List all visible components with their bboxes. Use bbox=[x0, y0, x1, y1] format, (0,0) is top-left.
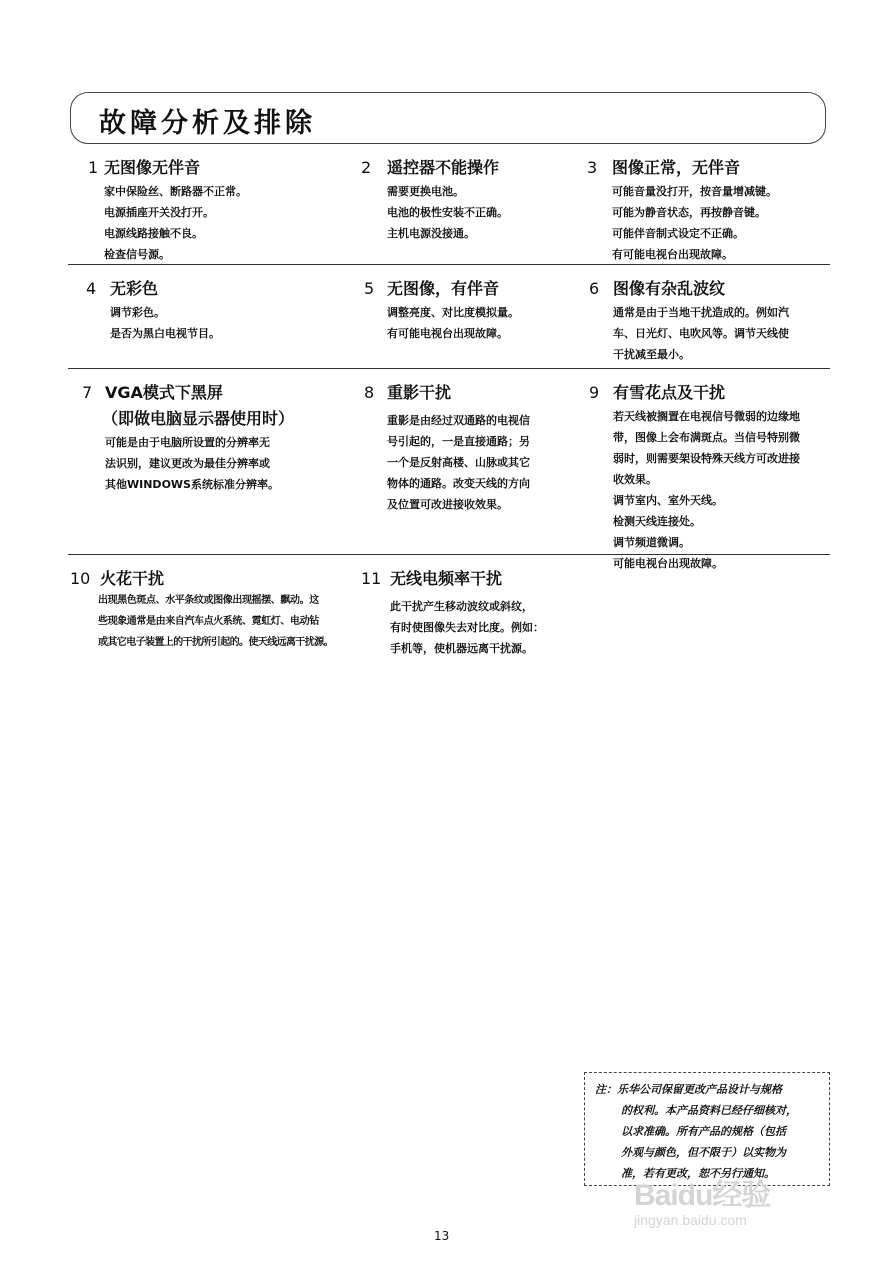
section-picture-ok-no-sound bbox=[587, 155, 777, 265]
section-number: 3 bbox=[587, 158, 598, 177]
title-box bbox=[70, 92, 826, 144]
section-no-picture-no-sound bbox=[88, 155, 247, 265]
watermark-logo: Baidu经验 bbox=[634, 1179, 771, 1212]
divider bbox=[68, 554, 830, 555]
section-line: 需要更换电池。 bbox=[387, 185, 464, 198]
section-snow-interference bbox=[589, 380, 800, 574]
section-title: 无图像，有伴音 bbox=[387, 279, 500, 298]
page-number: 13 bbox=[434, 1229, 450, 1243]
section-no-color bbox=[86, 276, 220, 344]
section-line: 调整亮度、对比度模拟量。 bbox=[387, 306, 519, 319]
watermark-url: jingyan.baidu.com bbox=[634, 1212, 747, 1228]
section-title: 遥控器不能操作 bbox=[387, 158, 500, 177]
section-number: 7 bbox=[82, 383, 93, 402]
section-line: 有时使图像失去对比度。例如： bbox=[390, 621, 544, 634]
section-line: 检测天线连接处。 bbox=[613, 515, 701, 528]
divider bbox=[68, 264, 830, 265]
section-vga-black-screen bbox=[82, 380, 294, 495]
section-line: 调节室内、室外天线。 bbox=[613, 494, 723, 507]
section-line: 干扰减至最小。 bbox=[613, 348, 690, 361]
section-title: VGA模式下黑屏 bbox=[105, 383, 223, 402]
section-title: 无彩色 bbox=[110, 279, 159, 298]
section-line: 可能伴音制式设定不正确。 bbox=[612, 227, 744, 240]
section-line: 法识别，建议更改为最佳分辨率或 bbox=[105, 457, 270, 470]
section-line: 检查信号源。 bbox=[104, 248, 170, 261]
section-title: 图像正常，无伴音 bbox=[612, 158, 741, 177]
section-line: 手机等，使机器远离干扰源。 bbox=[390, 642, 533, 655]
section-line: 若天线被搁置在电视信号微弱的边缘地 bbox=[613, 410, 800, 423]
section-line: 可能电视台出现故障。 bbox=[613, 557, 723, 570]
section-line: 家中保险丝、断路器不正常。 bbox=[104, 185, 247, 198]
note-line: 的权利。本产品资料已经仔细核对， bbox=[621, 1104, 797, 1117]
section-line: 其他WINDOWS系统标准分辨率。 bbox=[105, 478, 279, 491]
section-number: 8 bbox=[364, 383, 375, 402]
section-line: 可能为静音状态，再按静音键。 bbox=[612, 206, 766, 219]
section-line: 主机电源没接通。 bbox=[387, 227, 475, 240]
section-radio-frequency-interference bbox=[361, 566, 544, 659]
section-number: 10 bbox=[70, 569, 91, 588]
section-line: 些现象通常是由来自汽车点火系统、霓虹灯、电动钻 bbox=[98, 616, 319, 627]
section-line: 及位置可改进接收效果。 bbox=[387, 498, 508, 511]
section-number: 5 bbox=[364, 279, 375, 298]
section-line: 电源插座开关没打开。 bbox=[104, 206, 214, 219]
section-line: 调节彩色。 bbox=[110, 306, 165, 319]
section-line: 号引起的，一是直接通路；另 bbox=[387, 435, 530, 448]
section-number: 9 bbox=[589, 383, 600, 402]
section-title: 无线电频率干扰 bbox=[390, 569, 503, 588]
section-line: 车、日光灯、电吹风等。调节天线使 bbox=[613, 327, 789, 340]
note-line: 以求准确。所有产品的规格（包括 bbox=[621, 1125, 786, 1138]
section-line: 电池的极性安装不正确。 bbox=[387, 206, 508, 219]
section-line: 重影是由经过双通路的电视信 bbox=[387, 414, 530, 427]
section-line: 可能是由于电脑所设置的分辨率无 bbox=[105, 436, 270, 449]
section-line: 有可能电视台出现故障。 bbox=[387, 327, 508, 340]
section-number: 1 bbox=[88, 158, 99, 177]
section-line: 电源线路接触不良。 bbox=[104, 227, 203, 240]
section-line: 通常是由于当地干扰造成的。例如汽 bbox=[613, 306, 789, 319]
section-number: 6 bbox=[589, 279, 600, 298]
section-title: 无图像无伴音 bbox=[104, 158, 201, 177]
section-line: 物体的通路。改变天线的方向 bbox=[387, 477, 530, 490]
page-title: 故障分析及排除 bbox=[99, 108, 316, 139]
divider bbox=[68, 368, 830, 369]
note-line: 准，若有更改，恕不另行通知。 bbox=[621, 1167, 775, 1180]
section-no-picture-has-sound bbox=[364, 276, 519, 344]
section-line: 出现黑色斑点、水平条纹或图像出现摇摆、飘动。这 bbox=[98, 595, 319, 606]
section-line: 带，图像上会布满斑点。当信号特别微 bbox=[613, 431, 800, 444]
section-number: 2 bbox=[361, 158, 372, 177]
section-line: 调节频道微调。 bbox=[613, 536, 690, 549]
section-line: 有可能电视台出现故障。 bbox=[612, 248, 733, 261]
section-line: 此干扰产生移动波纹或斜纹， bbox=[390, 600, 533, 613]
section-line: 弱时，则需要架设特殊天线方可改进接 bbox=[613, 452, 800, 465]
section-remote-not-working bbox=[361, 155, 508, 244]
section-title: 有雪花点及干扰 bbox=[613, 383, 726, 402]
note-line: 注：乐华公司保留更改产品设计与规格 bbox=[595, 1083, 782, 1096]
section-noise-ripples bbox=[589, 276, 789, 365]
section-ghosting bbox=[364, 380, 530, 515]
section-line: 或其它电子装置上的干扰所引起的。使天线远离干扰源。 bbox=[98, 637, 333, 648]
section-title: 火花干扰 bbox=[100, 569, 165, 588]
section-number: 4 bbox=[86, 279, 97, 298]
section-subtitle: （即做电脑显示器使用时） bbox=[102, 409, 295, 428]
section-number: 11 bbox=[361, 569, 382, 588]
section-spark-interference bbox=[70, 566, 333, 653]
section-line: 是否为黑白电视节目。 bbox=[110, 327, 220, 340]
section-title: 重影干扰 bbox=[387, 383, 452, 402]
note-line: 外观与颜色，但不限于）以实物为 bbox=[621, 1146, 786, 1159]
section-title: 图像有杂乱波纹 bbox=[613, 279, 726, 298]
section-line: 一个是反射高楼、山脉或其它 bbox=[387, 456, 530, 469]
disclaimer-note bbox=[584, 1072, 830, 1186]
section-line: 可能音量没打开，按音量增减键。 bbox=[612, 185, 777, 198]
section-line: 收效果。 bbox=[613, 473, 657, 486]
